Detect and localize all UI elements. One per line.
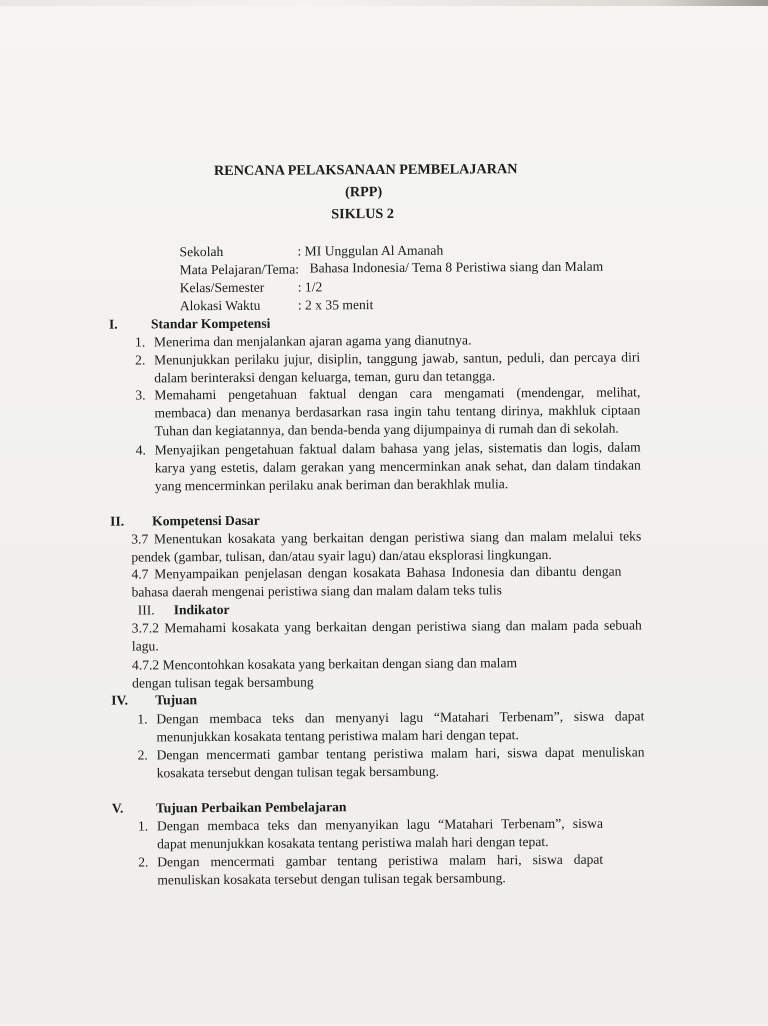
list-item-line: Dengan membaca teks dan menyanyikan lagu “Matahari Terbenam”, siswa [156,815,604,834]
list-item-line: dalam berinteraksi dengan keluarga, teman, guru dan tetangga. [154,368,496,386]
section-heading: Kompetensi Dasar [152,512,260,529]
list-number: 1. [137,818,149,834]
list-item-line: Menerima dan menjalankan ajaran agama yang dianutnya. [153,332,472,350]
list-item-line: menuliskan kosakata tersebut dengan tulisan tegak bersambung. [157,870,506,888]
list-item-line: membaca) dan menanya berdasarkan rasa ingin tahu tentang dirinya, makhluk ciptaan [154,402,641,421]
list-item-line: Menyajikan pengetahuan faktual dalam bahasa yang jelas, sistematis dan logis, dalam [154,439,641,458]
list-item-line: Dengan membaca teks dan menyanyi lagu “Matahari Terbenam”, siswa dapat [156,708,645,727]
list-number: 3. [135,387,146,403]
identity-value: : MI Unggulan Al Amanah [297,242,444,259]
list-item-line: karya yang estetis, dalam gerakan yang mencerminkan anak sehat, dan dalam tindakan [154,457,641,476]
list-item-line: menunjukkan kosakata tentang peristiwa malam hari dengan tepat. [156,727,519,745]
list-item-line: Tuhan dan kegiatannya, dan benda-benda yang dijumpainya di rumah dan di sekolah. [154,420,619,439]
list-number: 1. [134,334,146,350]
section-number: II. [110,513,125,529]
section-heading: Indikator [173,601,230,618]
list-number: 1. [137,711,148,727]
list-number: 2. [137,747,148,763]
identity-label: Kelas/Semester [179,279,265,296]
list-number: 2. [138,854,149,870]
list-number: 2. [135,352,146,368]
identity-value: : 1/2 [297,279,323,295]
paragraph-line: lagu. [131,638,159,654]
section-heading: Standar Kompetensi [150,315,271,332]
paragraph-line: dengan tulisan tegak bersambung [132,674,314,691]
paragraph-line: 3.7.2 Memahami kosakata yang berkaitan dengan peristiwa siang dan malam pada sebuah [131,617,642,636]
list-item-line: dapat menunjukkan kosakata tentang peristiwa malah hari dengan tepat. [157,834,549,852]
section-number: V. [111,800,124,816]
section-heading: Tujuan Perbaikan Pembelajaran [155,799,347,816]
doc-title: RENCANA PELAKSANAAN PEMBELAJARAN [213,161,518,180]
paragraph-line: pendek (gambar, tulisan, dan/atau syair lagu) dan/atau eksplorasi lingkungan. [131,546,552,565]
doc-cycle: SIKLUS 2 [331,205,394,223]
section-number: IV. [111,692,129,708]
list-item-line: kosakata tersebut dengan tulisan tegak bersambung. [156,763,440,781]
identity-value: Bahasa Indonesia/ Tema 8 Peristiwa siang dan Malam [309,258,604,276]
identity-label: Sekolah [179,243,224,260]
section-number: III. [137,602,155,618]
section-heading: Tujuan [155,692,198,708]
section-number: I. [108,316,118,332]
paragraph-line: 3.7 Menentukan kosakata yang berkaitan dengan peristiwa siang dan malam melalui teks [131,528,642,547]
identity-value: : 2 x 35 menit [297,297,374,313]
identity-label: Mata Pelajaran/Tema: [179,261,300,278]
paragraph-line: 4.7.2 Mencontohkan kosakata yang berkaitan dengan siang dan malam [131,655,518,673]
paragraph-line: bahasa daerah mengenai peristiwa siang dan malam dalam teks tulis [131,582,502,600]
list-item-line: Dengan mencermati gambar tentang peristiwa malam hari, siswa dapat [157,851,604,870]
list-item-line: Memahami pengetahuan faktual dengan cara mengamati (mendengar, melihat, [154,384,641,403]
list-number: 4. [135,442,146,458]
doc-title-abbr: (RPP) [345,184,383,201]
paragraph-line: 4.7 Menyampaikan penjelasan dengan kosakata Bahasa Indonesia dan dibantu dengan [131,563,622,582]
list-item-line: Dengan mencermati gambar tentang peristiwa malam hari, siswa dapat menuliskan [156,744,645,763]
list-item-line: Menunjukkan perilaku jujur, disiplin, tanggung jawab, santun, peduli, dan percaya diri [154,349,641,368]
list-item-line: yang mencerminkan perilaku anak beriman dan berakhlak mulia. [154,476,509,494]
identity-label: Alokasi Waktu [179,297,261,314]
